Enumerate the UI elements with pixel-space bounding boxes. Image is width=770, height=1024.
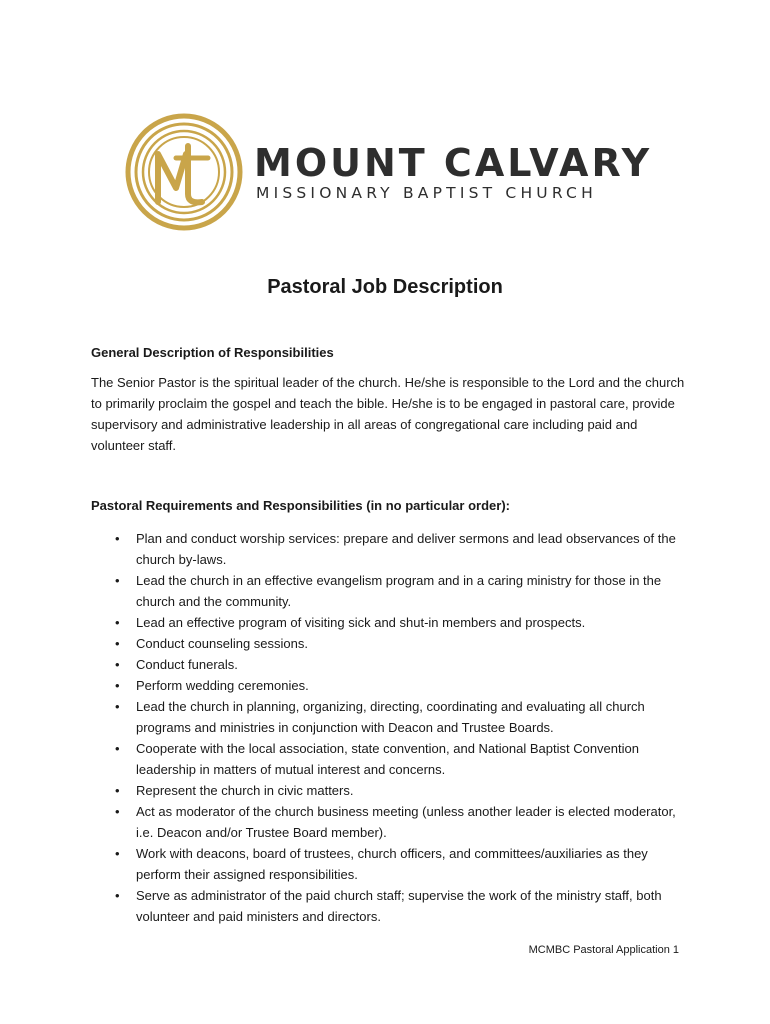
logo-subtitle: MISSIONARY BAPTIST CHURCH bbox=[256, 184, 597, 202]
bullet-icon: • bbox=[115, 531, 120, 546]
bullet-icon: • bbox=[115, 804, 120, 819]
list-item-text: Serve as administrator of the paid church staff; supervise the work of the ministry staff, both volunteer and paid ministers and directors. bbox=[136, 888, 662, 924]
list-item-text: Act as moderator of the church business meeting (unless another leader is elected moderator, i.e. Deacon and/or Trustee Board member). bbox=[136, 804, 676, 840]
bullet-icon: • bbox=[115, 741, 120, 756]
list-item bbox=[91, 654, 691, 675]
list-item bbox=[91, 675, 691, 696]
bullet-icon: • bbox=[115, 699, 120, 714]
list-item bbox=[91, 801, 691, 843]
list-item-text: Perform wedding ceremonies. bbox=[136, 678, 309, 693]
list-item bbox=[91, 885, 691, 927]
list-item bbox=[91, 696, 691, 738]
bullet-icon: • bbox=[115, 888, 120, 903]
list-item bbox=[91, 570, 691, 612]
page-title: Pastoral Job Description bbox=[267, 276, 503, 298]
bullet-icon: • bbox=[115, 636, 120, 651]
list-item bbox=[91, 612, 691, 633]
list-item bbox=[91, 528, 691, 570]
section-heading-requirements: Pastoral Requirements and Responsibilities (in no particular order): bbox=[91, 498, 510, 513]
requirements-list bbox=[91, 528, 691, 927]
mount-calvary-emblem-icon bbox=[124, 110, 244, 234]
list-item-text: Lead an effective program of visiting sick and shut-in members and prospects. bbox=[136, 615, 586, 630]
list-item bbox=[91, 633, 691, 654]
list-item-text: Conduct counseling sessions. bbox=[136, 636, 308, 651]
list-item-text: Cooperate with the local association, state convention, and National Baptist Convention leadership in matters of mutual interest and concerns. bbox=[136, 741, 639, 777]
list-item bbox=[91, 780, 691, 801]
list-item-text: Lead the church in an effective evangelism program and in a caring ministry for those in the church and the community. bbox=[136, 573, 662, 609]
bullet-icon: • bbox=[115, 846, 120, 861]
section-heading-general: General Description of Responsibilities bbox=[91, 345, 334, 360]
list-item bbox=[91, 843, 691, 885]
bullet-icon: • bbox=[115, 615, 120, 630]
bullet-icon: • bbox=[115, 678, 120, 693]
church-logo bbox=[124, 110, 653, 234]
list-item-text: Lead the church in planning, organizing, directing, coordinating and evaluating all church programs and ministries in conjunction with Deacon and Trustee Boards. bbox=[136, 699, 645, 735]
bullet-icon: • bbox=[115, 783, 120, 798]
page-footer: MCMBC Pastoral Application 1 bbox=[528, 944, 679, 956]
bullet-icon: • bbox=[115, 573, 120, 588]
list-item-text: Work with deacons, board of trustees, church officers, and committees/auxiliaries as they perform their assigned responsibilities. bbox=[136, 846, 648, 882]
general-description-paragraph: The Senior Pastor is the spiritual leader of the church. He/she is responsible to the Lord and the church to primarily proclaim the gospel and teach the bible. He/she is to be engaged in pastoral care, provide supervisory and administrative leadership in all areas of congregational care including paid and volunteer staff. bbox=[91, 375, 685, 453]
list-item-text: Conduct funerals. bbox=[136, 657, 238, 672]
logo-title: MOUNT CALVARY bbox=[254, 141, 653, 185]
list-item-text: Represent the church in civic matters. bbox=[136, 783, 354, 798]
bullet-icon: • bbox=[115, 657, 120, 672]
list-item-text: Plan and conduct worship services: prepare and deliver sermons and lead observances of the church by-laws. bbox=[136, 531, 676, 567]
list-item bbox=[91, 738, 691, 780]
